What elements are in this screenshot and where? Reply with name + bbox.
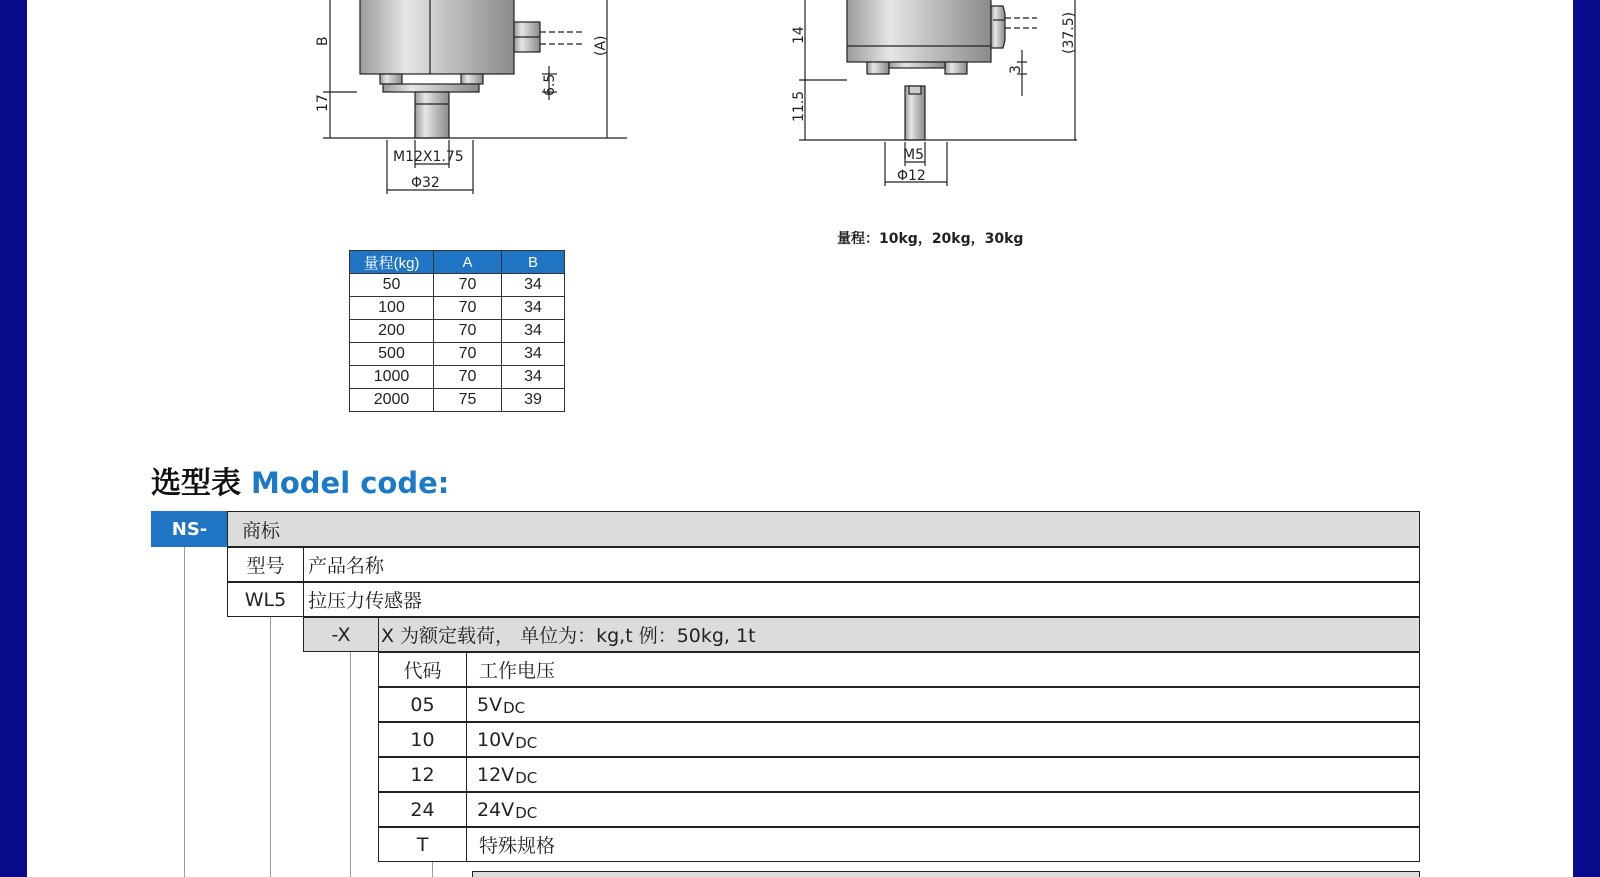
cell-range: 50	[350, 274, 434, 297]
x-desc: X 为额定载荷， 单位为：kg,t 例：50kg, 1t	[381, 625, 756, 647]
ns-code: NS-	[151, 511, 228, 547]
datasheet-page	[27, 0, 1573, 877]
next-row-top-edge	[472, 871, 1420, 877]
type-desc: 产品名称	[308, 555, 385, 577]
wl5-code: WL5	[228, 583, 304, 616]
cell-range: 500	[350, 343, 434, 366]
voltage-number: 5V	[477, 693, 503, 716]
wl5-row	[227, 582, 1420, 617]
special-desc: 特殊规格	[479, 835, 556, 857]
cell-b: 34	[502, 343, 565, 366]
voltage-row	[378, 792, 1420, 827]
range-table-header	[350, 251, 565, 274]
tree-line	[350, 652, 351, 877]
x-row	[303, 617, 1420, 652]
voltage-code: 05	[379, 688, 467, 721]
range-caption: 量程：10kg，20kg，30kg	[837, 231, 1024, 247]
cell-a: 70	[434, 366, 502, 389]
voltage-header-desc: 工作电压	[479, 660, 556, 682]
voltage-number: 12V	[477, 763, 515, 786]
cell-a: 70	[434, 274, 502, 297]
tree-line	[270, 617, 271, 877]
table-row	[350, 343, 565, 366]
type-row	[227, 547, 1420, 582]
left-sensor-drawing	[323, 0, 627, 194]
label-b: B	[315, 36, 331, 46]
table-row	[350, 297, 565, 320]
table-row	[350, 320, 565, 343]
voltage-header-code: 代码	[379, 653, 467, 686]
dimension-drawings	[27, 0, 1573, 250]
tree-line	[432, 862, 433, 877]
special-code: T	[379, 828, 467, 861]
tree-line	[184, 547, 185, 877]
label-diameter-12: Φ12	[897, 168, 926, 184]
header-b: B	[502, 251, 565, 274]
label-14: 14	[791, 26, 807, 44]
voltage-unit: DC	[503, 698, 526, 717]
voltage-number: 10V	[477, 728, 515, 751]
voltage-number: 24V	[477, 798, 515, 821]
voltage-row	[378, 722, 1420, 757]
table-row	[350, 389, 565, 412]
cell-a: 70	[434, 297, 502, 320]
section-title-cn: 选型表	[151, 466, 241, 501]
x-code: -X	[304, 618, 379, 651]
label-thread-m12: M12X1.75	[393, 149, 464, 165]
cell-a: 75	[434, 389, 502, 412]
label-diameter-32: Φ32	[411, 175, 440, 191]
voltage-code: 24	[379, 793, 467, 826]
voltage-unit: DC	[515, 803, 538, 822]
label-a: (A)	[593, 35, 609, 56]
cell-a: 70	[434, 320, 502, 343]
cell-b: 34	[502, 366, 565, 389]
section-title-en: Model code:	[251, 466, 450, 500]
cell-range: 2000	[350, 389, 434, 412]
header-range: 量程(kg)	[350, 251, 434, 274]
ns-row	[227, 511, 1420, 547]
voltage-value	[467, 688, 525, 721]
cell-range: 1000	[350, 366, 434, 389]
cell-a: 70	[434, 343, 502, 366]
voltage-unit: DC	[515, 733, 538, 752]
voltage-value	[467, 723, 537, 756]
label-11-5: 11.5	[791, 90, 807, 122]
cell-b: 34	[502, 297, 565, 320]
voltage-row	[378, 687, 1420, 722]
voltage-value	[467, 758, 537, 791]
label-37-5: (37.5)	[1061, 11, 1077, 54]
table-row	[350, 366, 565, 389]
table-row	[350, 274, 565, 297]
label-thread-m5: M5	[903, 147, 924, 163]
section-title	[151, 458, 449, 502]
cell-range: 200	[350, 320, 434, 343]
voltage-unit: DC	[515, 768, 538, 787]
label-17: 17	[315, 94, 331, 112]
ns-desc: 商标	[242, 519, 281, 542]
right-sensor-drawing	[799, 0, 1077, 186]
header-a: A	[434, 251, 502, 274]
voltage-code: 10	[379, 723, 467, 756]
label-6-5: 6.5	[542, 73, 558, 96]
voltage-row	[378, 757, 1420, 792]
type-code: 型号	[228, 548, 304, 581]
cell-b: 34	[502, 320, 565, 343]
cell-b: 34	[502, 274, 565, 297]
cell-b: 39	[502, 389, 565, 412]
wl5-desc: 拉压力传感器	[308, 590, 423, 612]
special-row	[378, 827, 1420, 862]
range-table	[349, 250, 565, 412]
voltage-header-row	[378, 652, 1420, 687]
voltage-code: 12	[379, 758, 467, 791]
voltage-value	[467, 793, 537, 826]
cell-range: 100	[350, 297, 434, 320]
label-3: 3	[1008, 65, 1024, 74]
